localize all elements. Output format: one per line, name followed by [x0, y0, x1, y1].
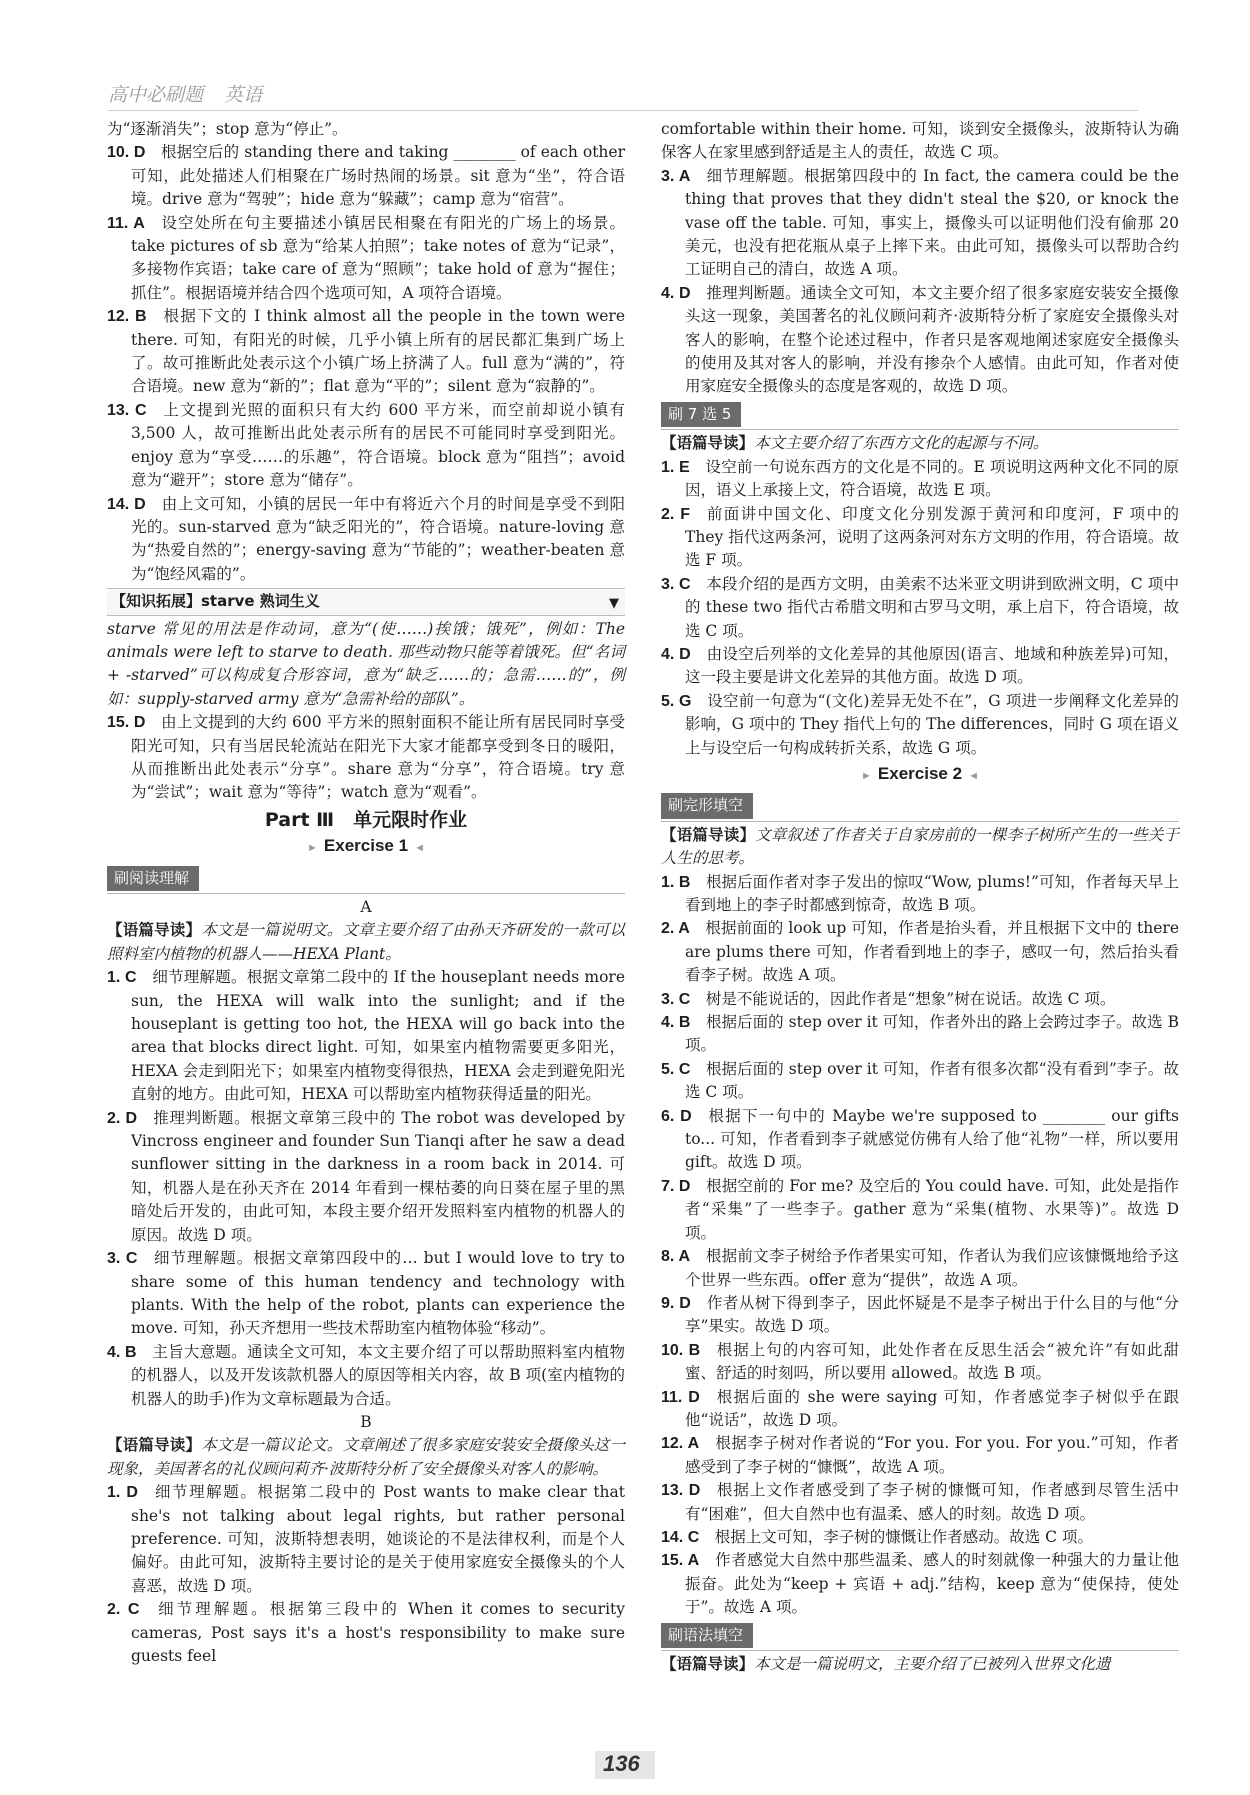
answer-item: [107, 493, 625, 587]
answer-number: 7. D: [661, 1177, 691, 1195]
exercise-1-title: ► Exercise 1 ◄: [307, 836, 425, 856]
answer-explanation: 由设空后列举的文化差异的其他原因(语言、地域和种族差异)可知，这一段主要是讲文化差异的其他方面。故选 D 项。: [685, 644, 1180, 687]
right-column: [661, 118, 1179, 1676]
answer-explanation: 本段介绍的是西方文明，由美索不达米亚文明讲到欧洲文明，C 项中的 these two 指代古希腊文明和古罗马文明，承上启下，符合语境，故选 C 项。: [685, 574, 1180, 640]
answer-explanation: 根据后面的 she were saying 可知，作者感觉李子树似乎在跟他“说话”，故选 D 项。: [685, 1387, 1180, 1429]
answer-item: [661, 1549, 1179, 1619]
passage-a-label: A: [360, 898, 372, 916]
answer-item: [661, 1386, 1179, 1433]
answer-number: 13. C: [107, 401, 147, 419]
answer-list-a: [107, 141, 625, 586]
answer-explanation: 主旨大意题。通读全文可知，本文主要介绍了可以帮助照料室内植物的机器人，以及开发该款机器人的原因等相关内容，故 B 项(室内植物的机器人的助手)作为文章标题最为合适。: [131, 1342, 625, 1408]
answer-explanation: 根据后面的 step over it 可知，作者有很多次都“没有看到”李子。故选 C 项。: [685, 1059, 1180, 1102]
answer-explanation: 推理判断题。通读全文可知，本文主要介绍了很多家庭安装安全摄像头这一现象，美国著名的礼仪顾问莉齐·波斯特分析了家庭安全摄像头对客人的影响，在整个论述过程中，作者只是客观地阐述家庭安全摄像头的使用及其对客人的影响，并没有掺杂个人感情。由此可知，作者对使用家庭安全摄像头的态度是客观的，故选 D 项。: [685, 283, 1179, 396]
answer-number: 15. D: [107, 714, 146, 732]
answer-list-c: [107, 966, 625, 1411]
answer-explanation: 细节理解题。根据第四段中的 In fact, the camera could be the thing that proves that they didn't steal the $20, or knock the vase off the table. 可知，事实上，摄像头可以证明他们没有偷那 20 美元，也没有把花瓶从桌子上摔下来。由此可知，摄像头可以帮助合约工证明自己的清白，故选 A 项。: [685, 166, 1180, 279]
answer-number: 5. C: [661, 1060, 691, 1078]
answer-list-b: [661, 456, 1179, 760]
answer-number: 1. B: [661, 873, 691, 891]
answer-item: [661, 1245, 1179, 1292]
answer-item: [661, 282, 1179, 399]
answer-item: [107, 1341, 625, 1411]
triangle-down-icon: ▼: [609, 596, 619, 612]
answer-list-a: [661, 165, 1179, 399]
answer-number: 10. D: [107, 144, 146, 162]
answer-explanation: 推理判断题。根据文章第三段中的 The robot was developed by Vincross engineer and founder Sun Tianqi after he saw a dead sunflower sitting in the darkness in a room back in 2014. 可知，机器人是在孙天齐在 2014 年看到一棵枯萎的向日葵在屋子里的黑暗处后开发的，由此可知，本段主要介绍开发照料室内植物的机器人的原因。故选 D 项。: [131, 1108, 626, 1244]
answer-explanation: 由上文可知，小镇的居民一年中有将近六个月的时间是享受不到阳光的。sun-starved 意为“缺乏阳光的”，符合语境。nature-loving 意为“热爱自然的”；energy-saving 意为“节能的”；weather-beaten 意为“饱经风霜的”。: [131, 494, 625, 583]
exercise-2-title: ► Exercise 2 ◄: [861, 763, 979, 783]
answer-item: [107, 966, 625, 1106]
answer-item: [107, 711, 625, 805]
answer-explanation: 设空前一句说东西方的文化是不同的。E 项说明这两种文化不同的原因，语义上承接上文，符合语境，故选 E 项。: [685, 457, 1179, 500]
answer-explanation: 根据后面作者对李子发出的惊叹“Wow, plums!”可知，作者每天早上看到地上的李子时都感到惊奇，故选 B 项。: [685, 872, 1179, 914]
answer-item: [661, 1175, 1179, 1245]
answer-explanation: 根据下文的 I think almost all the people in the town were there. 可知，有阳光的时候，几乎小镇上所有的居民都汇集到广场上了。故可推断此处表示这个小镇广场上挤满了人。full 意为“满的”，符合语境。new 意为“新的”；flat 意为“平的”；silent 意为“寂静的”。: [131, 307, 625, 396]
knowledge-box-title: 【知识拓展】starve 熟词生义 ▼: [107, 588, 625, 615]
answer-explanation: 细节理解题。根据文章第四段中的… but I would love to try to share some of this human tendency and technology with plants. With the help of the robot, plants can experience the move. 可知，孙天齐想用一些技术帮助室内植物体验“移动”。: [131, 1249, 626, 1338]
guide-7of5: 【语篇导读】本文主要介绍了东西方文化的起源与不同。: [661, 434, 1049, 453]
guide-a: 【语篇导读】本文是一篇说明文。文章主要介绍了由孙天齐研发的一款可以照料室内植物的机器人——HEXA Plant。: [107, 921, 625, 963]
answer-explanation: 根据下一句中的 Maybe we're supposed to ________ our gifts to... 可知，作者看到李子就感觉仿佛有人给了他“礼物”一样，所以要用 gift。故选 D 项。: [685, 1106, 1180, 1172]
answer-item: [661, 503, 1179, 573]
answer-item: [661, 456, 1179, 503]
answer-explanation: 前面讲中国文化、印度文化分别发源于黄河和印度河，F 项中的 They 指代这两条河，说明了这两条河对东方文明的作用，符合语境。故选 F 项。: [685, 504, 1179, 570]
answer-list-c: [661, 871, 1179, 1620]
answer-number: 4. B: [661, 1014, 691, 1032]
answer-number: 3. C: [107, 1250, 138, 1268]
subject-title: 英语: [224, 84, 263, 106]
answer-explanation: 根据空后的 standing there and taking ________ of each other 可知，此处描述人们相聚在广场时热闹的场景。sit 意为“坐”，符合语境。drive 意为“驾驶”；hide 意为“躲藏”；camp 意为“宿营”。: [131, 143, 626, 209]
answer-explanation: 细节理解题。根据第二段中的 Post wants to make clear that she's not talking about legal rights, but rather personal preference. 可知，波斯特想表明，她谈论的不是法律权利，而是个人偏好。由此可知，波斯特主要讨论的是关于使用家庭安全摄像头的个人喜恶，故选 D 项。: [131, 1483, 626, 1595]
answer-number: 4. D: [661, 645, 691, 663]
answer-explanation: 上文提到光照的面积只有大约 600 平方米，而空前却说小镇有 3,500 人，故可推断出此处表示所有的居民不可能同时享受到阳光。enjoy 意为“享受……的乐趣”，符合语境。block 意为“阻挡”；avoid 意为“避开”；store 意为“储存”。: [131, 400, 625, 490]
section-7of5: 刷 7 选 5: [661, 399, 1179, 430]
answer-number: 15. A: [661, 1552, 700, 1570]
section-reading: 刷阅读理解: [107, 863, 625, 894]
answer-explanation: 设空前一句意为“(文化)差异无处不在”，G 项进一步阐释文化差异的影响，G 项中的 They 指代上句的 The differences，同时 G 项在语义上与设空后一句构成转折关系，故选 G 项。: [685, 691, 1179, 757]
answer-item: [661, 871, 1179, 918]
answer-number: 11. D: [661, 1388, 700, 1406]
answer-explanation: 根据前面的 look up 可知，作者是抬头看，并且根据下文中的 there are plums there 可知，作者看到地上的李子，感叹一句，然后抬头看看李子树。故选 A 项。: [685, 919, 1179, 985]
knowledge-box-body: starve 常见的用法是作动词，意为“(使……)挨饿；饿死”，例如：The animals were left to starve to death. 那些动物只能等着饿死。但“名词 + -starved”可以构成复合形容词，意为“缺乏……的；急需……的”，例如：supply-starved army 意为“急需补给的部队”。: [107, 619, 625, 708]
answer-explanation: 根据李子树对作者说的“For you. For you. For you.”可知，作者感受到了李子树的“慷慨”，故选 A 项。: [685, 1434, 1179, 1476]
guide-cloze: 【语篇导读】文章叙述了作者关于自家房前的一棵李子树所产生的一些关于人生的思考。: [661, 825, 1179, 868]
answer-explanation: 设空处所在句主要描述小镇居民相聚在有阳光的广场上的场景。take pictures of sb 意为“给某人拍照”；take notes of 意为“记录”，多接物作宾语；take care of 意为“照顾”；take hold of 意为“握住；抓住”。根据语境并结合四个选项可知，A 项符合语境。: [131, 213, 625, 302]
answer-number: 9. D: [661, 1294, 691, 1312]
answer-item: [107, 1247, 625, 1341]
answer-explanation: 树是不能说话的，因此作者是“想象”树在说话。故选 C 项。: [705, 989, 1116, 1008]
answer-number: 1. D: [107, 1484, 138, 1502]
answer-number: 2. D: [107, 1109, 138, 1127]
answer-explanation: 细节理解题。根据第三段中的 When it comes to security cameras, Post says it's a host's responsibility to make sure guests feel: [131, 1600, 626, 1665]
guide-grammar: 【语篇导读】本文是一篇说明文，主要介绍了已被列入世界文化遗: [661, 1655, 1111, 1673]
answer-explanation: 根据上文可知，李子树的慷慨让作者感动。故选 C 项。: [714, 1527, 1093, 1546]
answer-number: 14. D: [107, 495, 146, 513]
answer-item: [107, 1598, 625, 1668]
answer-item: [661, 573, 1179, 643]
answer-explanation: 由上文提到的大约 600 平方米的照射面积不能让所有居民同时享受阳光可知，只有当居民轮流站在阳光下大家才能都享受到冬日的暖阳，从而推断出此处表示“分享”。share 意为“分享”，符合语境。try 意为“尝试”；wait 意为“等待”；watch 意为“观看”。: [131, 713, 625, 802]
section-grammar: 刷语法填空: [661, 1620, 1179, 1651]
answer-number: 2. F: [661, 505, 690, 523]
page-header: [108, 80, 648, 110]
answer-number: 14. C: [661, 1528, 700, 1546]
answer-number: 3. C: [661, 575, 691, 593]
answer-number: 12. B: [107, 308, 147, 326]
answer-explanation: 根据上文作者感受到了李子树的慷慨可知，作者感到尽管生活中有“困难”，但大自然中也有温柔、感人的时刻。故选 D 项。: [685, 1481, 1179, 1523]
answer-item: [107, 1107, 625, 1247]
answer-number: 3. A: [661, 167, 691, 185]
answer-item: [107, 212, 625, 306]
section-cloze: 刷完形填空: [661, 790, 1179, 821]
answer-number: 6. D: [661, 1107, 692, 1125]
answer-list-b: [107, 711, 625, 805]
answer-explanation: 根据上句的内容可知，此处作者在反思生活会“被允许”有如此甜蜜、舒适的时刻吗，所以要用 allowed。故选 B 项。: [685, 1340, 1179, 1383]
answer-item: [661, 1105, 1179, 1175]
passage-b-label: B: [360, 1412, 372, 1431]
answer-number: 3. C: [661, 990, 691, 1008]
answer-item: [661, 1011, 1179, 1058]
answer-item: [661, 1526, 1179, 1549]
answer-number: 5. G: [661, 692, 692, 710]
answer-number: 1. C: [107, 969, 137, 987]
answer-number: 10. B: [661, 1341, 701, 1359]
left-column: [107, 118, 625, 1668]
answer-list-d: [107, 1481, 625, 1668]
answer-number: 11. A: [107, 214, 145, 232]
answer-item: [661, 988, 1179, 1011]
answer-item: [107, 399, 625, 493]
answer-item: [661, 165, 1179, 282]
header-divider: [108, 110, 1138, 111]
answer-item: [661, 1339, 1179, 1386]
answer-item: [661, 643, 1179, 690]
answer-item: [107, 1481, 625, 1598]
answer-item: [107, 141, 625, 211]
continued-text: comfortable within their home. 可知，谈到安全摄像头，波斯特认为确保客人在家里感到舒适是主人的责任，故选 C 项。: [661, 120, 1179, 162]
answer-number: 8. A: [661, 1248, 691, 1266]
answer-explanation: 根据后面的 step over it 可知，作者外出的路上会跨过李子。故选 B 项。: [685, 1013, 1180, 1055]
part-title: Part Ⅲ 单元限时作业: [264, 808, 468, 831]
book-title: 高中必刷题: [108, 84, 204, 106]
answer-number: 4. B: [107, 1343, 137, 1361]
answer-item: [107, 305, 625, 399]
answer-item: [661, 1479, 1179, 1526]
answer-number: 13. D: [661, 1482, 701, 1500]
answer-number: 12. A: [661, 1435, 700, 1453]
answer-explanation: 根据前文李子树给予作者果实可知，作者认为我们应该慷慨地给予这个世界一些东西。offer 意为“提供”，故选 A 项。: [685, 1247, 1180, 1289]
answer-item: [661, 1058, 1179, 1105]
answer-explanation: 作者从树下得到李子，因此怀疑是不是李子树出于什么目的与他“分享”果实。故选 D 项。: [685, 1293, 1179, 1336]
answer-item: [661, 690, 1179, 760]
answer-explanation: 作者感觉大自然中那些温柔、感人的时刻就像一种强大的力量让他振奋。此处为“keep + 宾语 + adj.”结构，keep 意为“使保持，使处于”。故选 A 项。: [685, 1551, 1179, 1617]
answer-explanation: 根据空前的 For me? 及空后的 You could have. 可知，此处是指作者“采集”了一些李子。gather 意为“采集(植物、水果等)”。故选 D 项。: [685, 1176, 1180, 1242]
answer-item: [661, 917, 1179, 987]
answer-number: 2. C: [107, 1601, 140, 1619]
answer-number: 2. A: [661, 920, 690, 938]
answer-number: 4. D: [661, 284, 691, 302]
page-number: 136: [585, 1745, 665, 1785]
answer-explanation: 细节理解题。根据文章第二段中的 If the houseplant needs more sun, the HEXA will walk into the sunlight; and if the houseplant is getting too hot, the HEXA will go back into the area that blocks direct light. 可知，如果室内植物需要更多阳光，HEXA 会走到阳光下；如果室内植物变得很热，HEXA 会走到避免阳光直射的地方。由此可知，HEXA 可以帮助室内植物获得适量的阳光。: [131, 968, 626, 1104]
guide-b: 【语篇导读】本文是一篇议论文。文章阐述了很多家庭安装安全摄像头这一现象，美国著名的礼仪顾问莉齐·波斯特分析了安全摄像头对客人的影响。: [107, 1436, 625, 1478]
continued-text: 为“逐渐消失”；stop 意为“停止”。: [107, 120, 348, 138]
answer-item: [661, 1432, 1179, 1479]
answer-item: [661, 1292, 1179, 1339]
answer-number: 1. E: [661, 458, 690, 476]
